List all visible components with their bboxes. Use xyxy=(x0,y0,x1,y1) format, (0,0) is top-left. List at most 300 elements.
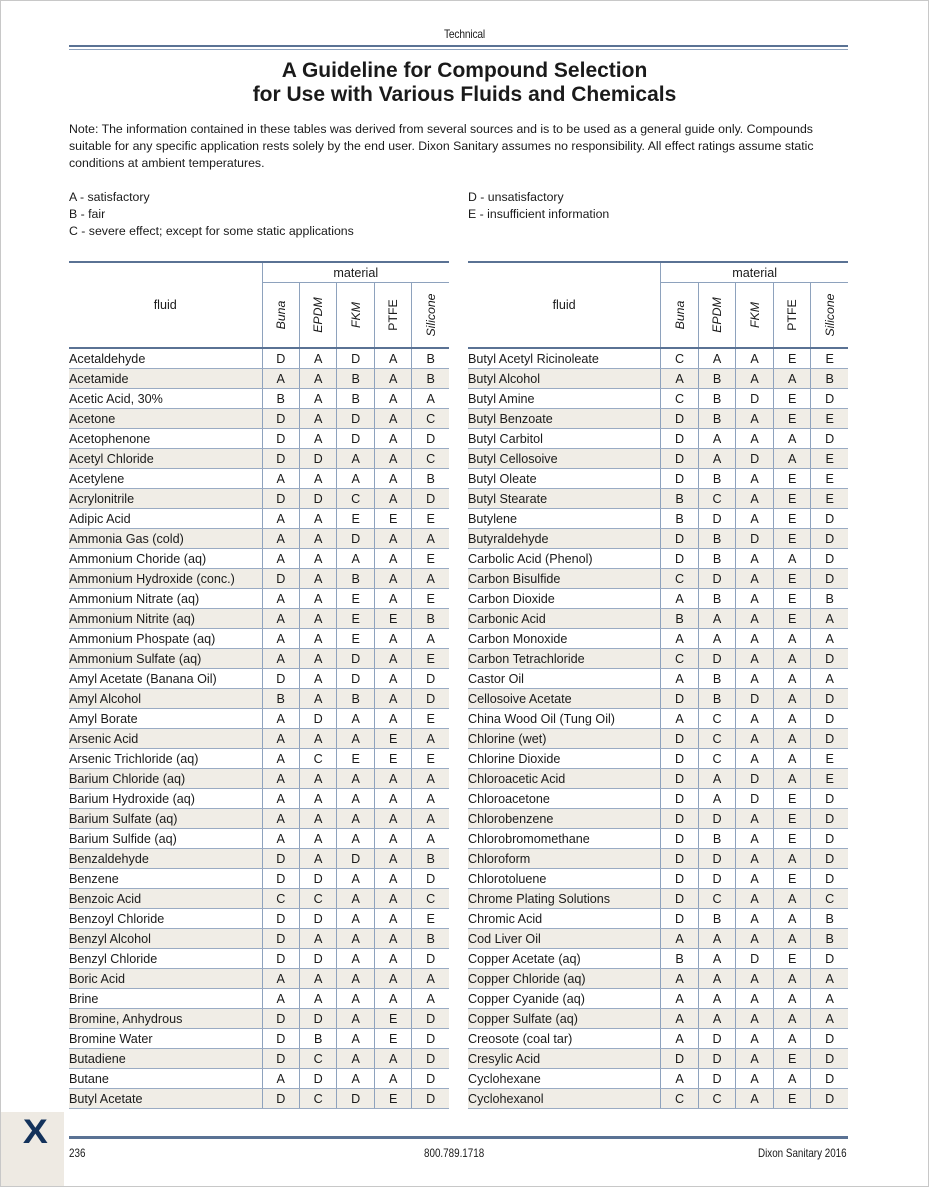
rating-epdm: D xyxy=(698,1049,736,1069)
rating-ptfe: E xyxy=(773,469,811,489)
rating-ptfe: A xyxy=(374,689,411,709)
rating-buna: D xyxy=(661,889,699,909)
rating-silicone: D xyxy=(412,1089,449,1109)
rating-silicone: A xyxy=(412,829,449,849)
fluid-name: Acrylonitrile xyxy=(69,489,262,509)
rating-fkm: A xyxy=(337,989,374,1009)
rating-buna: A xyxy=(262,509,299,529)
rating-silicone: A xyxy=(412,569,449,589)
rating-buna: A xyxy=(661,929,699,949)
rating-silicone: D xyxy=(811,949,848,969)
rating-epdm: C xyxy=(698,889,736,909)
rating-silicone: B xyxy=(412,348,449,369)
rating-buna: A xyxy=(661,709,699,729)
rating-epdm: A xyxy=(698,609,736,629)
table-row xyxy=(468,789,848,809)
rating-epdm: B xyxy=(698,589,736,609)
rating-buna: A xyxy=(262,609,299,629)
table-row xyxy=(468,509,848,529)
fluid-name: Copper Sulfate (aq) xyxy=(468,1009,661,1029)
fluid-name: Acetic Acid, 30% xyxy=(69,389,262,409)
fluid-name: Ammonia Gas (cold) xyxy=(69,529,262,549)
rating-silicone: D xyxy=(412,1009,449,1029)
fluid-name: Butyraldehyde xyxy=(468,529,661,549)
rating-buna: D xyxy=(262,669,299,689)
rating-fkm: A xyxy=(337,1009,374,1029)
fluid-name: Chlorine Dioxide xyxy=(468,749,661,769)
rating-fkm: D xyxy=(736,449,774,469)
fluid-name: Barium Hydroxide (aq) xyxy=(69,789,262,809)
rating-epdm: A xyxy=(299,409,336,429)
rating-silicone: C xyxy=(412,449,449,469)
rating-fkm: A xyxy=(736,1069,774,1089)
rating-silicone: A xyxy=(412,389,449,409)
rating-epdm: A xyxy=(299,429,336,449)
legend-item: A - satisfactory xyxy=(69,190,150,204)
rating-buna: A xyxy=(661,989,699,1009)
rating-epdm: A xyxy=(299,729,336,749)
table-row xyxy=(69,1029,449,1049)
table-row xyxy=(468,869,848,889)
rating-epdm: A xyxy=(698,929,736,949)
rating-silicone: B xyxy=(811,589,848,609)
fluid-name: Amyl Acetate (Banana Oil) xyxy=(69,669,262,689)
rating-epdm: A xyxy=(299,809,336,829)
rating-ptfe: E xyxy=(773,789,811,809)
fluid-name: Carbon Tetrachloride xyxy=(468,649,661,669)
rating-fkm: E xyxy=(337,509,374,529)
rating-silicone: A xyxy=(811,669,848,689)
rating-silicone: D xyxy=(412,1029,449,1049)
fluid-name: Carbon Dioxide xyxy=(468,589,661,609)
rating-buna: B xyxy=(661,489,699,509)
rating-buna: A xyxy=(661,1069,699,1089)
table-row xyxy=(468,1009,848,1029)
table-row xyxy=(69,969,449,989)
rating-fkm: A xyxy=(337,869,374,889)
rating-fkm: A xyxy=(736,889,774,909)
rating-silicone: A xyxy=(412,769,449,789)
rating-ptfe: A xyxy=(374,569,411,589)
rating-silicone: D xyxy=(412,949,449,969)
rating-silicone: D xyxy=(811,689,848,709)
table-row xyxy=(69,929,449,949)
fluid-name: Cyclohexane xyxy=(468,1069,661,1089)
rating-epdm: A xyxy=(299,609,336,629)
fluid-name: Carbolic Acid (Phenol) xyxy=(468,549,661,569)
disclaimer-note: Note: The information contained in these tables was derived from several sources and is to be used as a general guide only. Compounds suitable for any specific application rests solely by the end user. Dixon Sanitary assumes no responsibility. All effect ratings assume static conditions at ambient temperatures. xyxy=(69,122,814,170)
fluid-name: Butylene xyxy=(468,509,661,529)
legend-item: B - fair xyxy=(69,207,106,221)
rating-fkm: A xyxy=(736,409,774,429)
fluid-name: Chloroacetone xyxy=(468,789,661,809)
rating-ptfe: A xyxy=(374,449,411,469)
rating-ptfe: A xyxy=(773,669,811,689)
rating-silicone: D xyxy=(811,529,848,549)
rating-ptfe: E xyxy=(773,389,811,409)
rating-silicone: A xyxy=(412,529,449,549)
rating-silicone: A xyxy=(412,629,449,649)
rating-legend-right xyxy=(468,189,609,223)
rating-buna: A xyxy=(262,549,299,569)
table-row xyxy=(69,629,449,649)
title-line-1: A Guideline for Compound Selection xyxy=(281,59,648,82)
rating-buna: D xyxy=(262,1089,299,1109)
rating-buna: A xyxy=(661,1029,699,1049)
rating-ptfe: E xyxy=(773,489,811,509)
table-row xyxy=(69,509,449,529)
rating-buna: A xyxy=(661,969,699,989)
header-rule-thin xyxy=(69,49,848,50)
rating-fkm: A xyxy=(736,429,774,449)
rating-silicone: D xyxy=(811,729,848,749)
table-row xyxy=(69,369,449,389)
material-header-ptfe: PTFE xyxy=(773,283,811,349)
material-group-header: material xyxy=(262,262,449,283)
rating-ptfe: A xyxy=(773,649,811,669)
rating-silicone: D xyxy=(811,509,848,529)
rating-buna: D xyxy=(661,469,699,489)
rating-epdm: B xyxy=(698,369,736,389)
rating-silicone: D xyxy=(811,829,848,849)
rating-buna: A xyxy=(661,589,699,609)
fluid-column-header: fluid xyxy=(468,262,661,348)
rating-buna: B xyxy=(661,609,699,629)
rating-silicone: E xyxy=(412,589,449,609)
fluid-name: Benzyl Alcohol xyxy=(69,929,262,949)
rating-epdm: A xyxy=(698,969,736,989)
rating-fkm: A xyxy=(736,809,774,829)
rating-fkm: D xyxy=(736,949,774,969)
rating-ptfe: A xyxy=(374,769,411,789)
rating-buna: C xyxy=(661,1089,699,1109)
fluid-name: Ammonium Nitrite (aq) xyxy=(69,609,262,629)
rating-epdm: A xyxy=(299,929,336,949)
fluid-name: Benzaldehyde xyxy=(69,849,262,869)
rating-epdm: A xyxy=(299,369,336,389)
rating-epdm: D xyxy=(299,449,336,469)
rating-buna: D xyxy=(661,809,699,829)
rating-fkm: A xyxy=(337,809,374,829)
table-row xyxy=(69,649,449,669)
rating-fkm: E xyxy=(337,609,374,629)
table-row xyxy=(69,669,449,689)
rating-fkm: A xyxy=(337,1069,374,1089)
rating-epdm: A xyxy=(299,389,336,409)
rating-fkm: A xyxy=(337,829,374,849)
rating-silicone: D xyxy=(412,1069,449,1089)
rating-buna: D xyxy=(661,409,699,429)
rating-silicone: A xyxy=(811,969,848,989)
rating-ptfe: E xyxy=(374,729,411,749)
table-row xyxy=(69,849,449,869)
rating-epdm: D xyxy=(299,1069,336,1089)
fluid-name: Benzyl Chloride xyxy=(69,949,262,969)
rating-silicone: E xyxy=(811,449,848,469)
rating-buna: D xyxy=(262,569,299,589)
rating-ptfe: E xyxy=(374,509,411,529)
fluid-name: Amyl Borate xyxy=(69,709,262,729)
fluid-name: Carbonic Acid xyxy=(468,609,661,629)
rating-silicone: B xyxy=(412,609,449,629)
fluid-name: Butadiene xyxy=(69,1049,262,1069)
rating-epdm: A xyxy=(299,509,336,529)
material-header-fkm: FKM xyxy=(736,283,774,349)
rating-silicone: A xyxy=(412,809,449,829)
rating-buna: A xyxy=(262,369,299,389)
rating-fkm: D xyxy=(337,409,374,429)
rating-silicone: D xyxy=(811,549,848,569)
rating-fkm: E xyxy=(337,589,374,609)
rating-silicone: E xyxy=(412,549,449,569)
fluid-name: Butyl Acetyl Ricinoleate xyxy=(468,348,661,369)
table-row xyxy=(468,749,848,769)
fluid-name: Bromine Water xyxy=(69,1029,262,1049)
rating-ptfe: A xyxy=(374,989,411,1009)
table-row xyxy=(69,409,449,429)
rating-epdm: A xyxy=(299,829,336,849)
rating-buna: A xyxy=(262,629,299,649)
rating-fkm: A xyxy=(736,609,774,629)
fluid-name: Cellosoive Acetate xyxy=(468,689,661,709)
table-row xyxy=(468,689,848,709)
fluid-name: Butyl Alcohol xyxy=(468,369,661,389)
rating-buna: D xyxy=(262,489,299,509)
rating-ptfe: A xyxy=(374,909,411,929)
rating-epdm: C xyxy=(698,489,736,509)
rating-fkm: A xyxy=(337,889,374,909)
rating-epdm: D xyxy=(698,869,736,889)
material-header-buna: Buna xyxy=(661,283,699,349)
rating-fkm: A xyxy=(337,949,374,969)
table-row xyxy=(69,869,449,889)
rating-epdm: D xyxy=(299,869,336,889)
rating-buna: D xyxy=(661,869,699,889)
material-header-buna: Buna xyxy=(262,283,299,349)
rating-silicone: D xyxy=(811,429,848,449)
fluid-name: Copper Chloride (aq) xyxy=(468,969,661,989)
rating-epdm: C xyxy=(299,1049,336,1069)
rating-fkm: D xyxy=(736,689,774,709)
rating-buna: A xyxy=(262,649,299,669)
title-line-2: for Use with Various Fluids and Chemicals xyxy=(252,83,677,106)
rating-buna: A xyxy=(262,989,299,1009)
rating-ptfe: A xyxy=(773,749,811,769)
table-row xyxy=(69,769,449,789)
rating-fkm: D xyxy=(337,1089,374,1109)
table-row xyxy=(468,729,848,749)
rating-fkm: D xyxy=(337,529,374,549)
rating-silicone: D xyxy=(412,489,449,509)
rating-ptfe: A xyxy=(374,549,411,569)
rating-ptfe: A xyxy=(773,1009,811,1029)
fluid-name: Acetone xyxy=(69,409,262,429)
rating-buna: A xyxy=(262,1069,299,1089)
fluid-name: Copper Cyanide (aq) xyxy=(468,989,661,1009)
rating-epdm: A xyxy=(299,549,336,569)
rating-silicone: A xyxy=(412,729,449,749)
rating-fkm: A xyxy=(736,929,774,949)
rating-ptfe: A xyxy=(773,549,811,569)
rating-buna: A xyxy=(661,669,699,689)
rating-buna: D xyxy=(661,689,699,709)
table-row xyxy=(468,569,848,589)
rating-buna: A xyxy=(262,589,299,609)
rating-buna: B xyxy=(661,949,699,969)
rating-epdm: D xyxy=(698,849,736,869)
rating-buna: A xyxy=(661,369,699,389)
rating-ptfe: A xyxy=(374,469,411,489)
rating-ptfe: A xyxy=(374,789,411,809)
rating-silicone: D xyxy=(412,1049,449,1069)
rating-fkm: A xyxy=(736,869,774,889)
rating-ptfe: A xyxy=(374,1049,411,1069)
section-tab-letter: X xyxy=(22,1113,48,1151)
table-row xyxy=(468,969,848,989)
rating-fkm: A xyxy=(337,729,374,749)
rating-epdm: D xyxy=(299,489,336,509)
rating-epdm: B xyxy=(698,409,736,429)
rating-epdm: A xyxy=(299,649,336,669)
rating-buna: A xyxy=(262,729,299,749)
rating-buna: A xyxy=(262,789,299,809)
rating-fkm: E xyxy=(337,749,374,769)
table-row xyxy=(468,449,848,469)
table-row xyxy=(69,1049,449,1069)
rating-silicone: D xyxy=(412,869,449,889)
rating-epdm: A xyxy=(698,348,736,369)
table-row xyxy=(468,1089,848,1109)
rating-buna: D xyxy=(262,348,299,369)
table-row xyxy=(468,909,848,929)
rating-buna: B xyxy=(661,509,699,529)
rating-ptfe: A xyxy=(374,629,411,649)
rating-ptfe: A xyxy=(773,1069,811,1089)
fluid-name: Chlorotoluene xyxy=(468,869,661,889)
rating-fkm: A xyxy=(337,1029,374,1049)
rating-epdm: C xyxy=(698,749,736,769)
rating-buna: D xyxy=(262,929,299,949)
table-row xyxy=(468,989,848,1009)
rating-ptfe: A xyxy=(374,849,411,869)
rating-fkm: A xyxy=(736,709,774,729)
table-row xyxy=(468,1029,848,1049)
fluid-name: Chromic Acid xyxy=(468,909,661,929)
rating-epdm: D xyxy=(299,949,336,969)
rating-ptfe: E xyxy=(773,529,811,549)
rating-epdm: A xyxy=(299,529,336,549)
rating-buna: A xyxy=(262,529,299,549)
material-header-fkm: FKM xyxy=(337,283,374,349)
rating-ptfe: A xyxy=(374,389,411,409)
rating-buna: D xyxy=(661,909,699,929)
rating-silicone: E xyxy=(412,649,449,669)
table-row xyxy=(468,1049,848,1069)
table-body xyxy=(69,348,449,1109)
fluid-name: Acetylene xyxy=(69,469,262,489)
rating-fkm: A xyxy=(337,449,374,469)
rating-silicone: D xyxy=(811,849,848,869)
rating-ptfe: E xyxy=(773,949,811,969)
table-row xyxy=(69,389,449,409)
rating-ptfe: A xyxy=(773,729,811,749)
rating-epdm: D xyxy=(698,649,736,669)
rating-ptfe: A xyxy=(374,429,411,449)
fluid-name: Chlorobromomethane xyxy=(468,829,661,849)
rating-fkm: E xyxy=(337,629,374,649)
fluid-name: Carbon Monoxide xyxy=(468,629,661,649)
rating-silicone: A xyxy=(811,989,848,1009)
fluid-name: Chrome Plating Solutions xyxy=(468,889,661,909)
table-row xyxy=(69,1009,449,1029)
rating-buna: D xyxy=(661,849,699,869)
table-row xyxy=(468,409,848,429)
rating-silicone: D xyxy=(811,789,848,809)
rating-ptfe: A xyxy=(773,689,811,709)
table-row xyxy=(468,929,848,949)
fluid-name: Butyl Stearate xyxy=(468,489,661,509)
rating-epdm: A xyxy=(698,449,736,469)
phone-number: 800.789.1718 xyxy=(424,1146,485,1160)
rating-buna: D xyxy=(262,949,299,969)
rating-epdm: C xyxy=(299,749,336,769)
fluid-name: Benzoic Acid xyxy=(69,889,262,909)
rating-epdm: C xyxy=(299,1089,336,1109)
table-row xyxy=(69,1069,449,1089)
table-row xyxy=(468,469,848,489)
rating-ptfe: A xyxy=(773,849,811,869)
rating-epdm: B xyxy=(698,909,736,929)
rating-fkm: A xyxy=(736,1089,774,1109)
rating-ptfe: A xyxy=(773,769,811,789)
fluid-name: Butyl Oleate xyxy=(468,469,661,489)
fluid-column-header: fluid xyxy=(69,262,262,348)
rating-silicone: D xyxy=(811,809,848,829)
rating-epdm: B xyxy=(698,529,736,549)
rating-ptfe: A xyxy=(374,669,411,689)
rating-ptfe: A xyxy=(374,649,411,669)
rating-silicone: B xyxy=(412,929,449,949)
fluid-name: China Wood Oil (Tung Oil) xyxy=(468,709,661,729)
fluid-name: Copper Acetate (aq) xyxy=(468,949,661,969)
fluid-name: Ammonium Phospate (aq) xyxy=(69,629,262,649)
rating-epdm: A xyxy=(299,569,336,589)
rating-fkm: A xyxy=(736,629,774,649)
compatibility-table-left xyxy=(69,261,449,1109)
table-row xyxy=(69,689,449,709)
header-rule xyxy=(69,45,848,47)
rating-epdm: D xyxy=(299,709,336,729)
rating-epdm: A xyxy=(299,969,336,989)
table-row xyxy=(468,649,848,669)
rating-ptfe: A xyxy=(374,949,411,969)
rating-fkm: A xyxy=(736,849,774,869)
rating-ptfe: A xyxy=(773,929,811,949)
rating-silicone: E xyxy=(811,348,848,369)
rating-fkm: A xyxy=(736,469,774,489)
rating-buna: A xyxy=(661,1009,699,1029)
table-row xyxy=(468,609,848,629)
legend-item: C - severe effect; except for some static applications xyxy=(69,224,354,238)
rating-epdm: C xyxy=(698,1089,736,1109)
rating-fkm: A xyxy=(736,989,774,1009)
rating-silicone: B xyxy=(811,369,848,389)
rating-ptfe: A xyxy=(773,369,811,389)
rating-epdm: A xyxy=(698,629,736,649)
fluid-name: Barium Sulfide (aq) xyxy=(69,829,262,849)
rating-ptfe: E xyxy=(773,869,811,889)
rating-fkm: D xyxy=(736,389,774,409)
